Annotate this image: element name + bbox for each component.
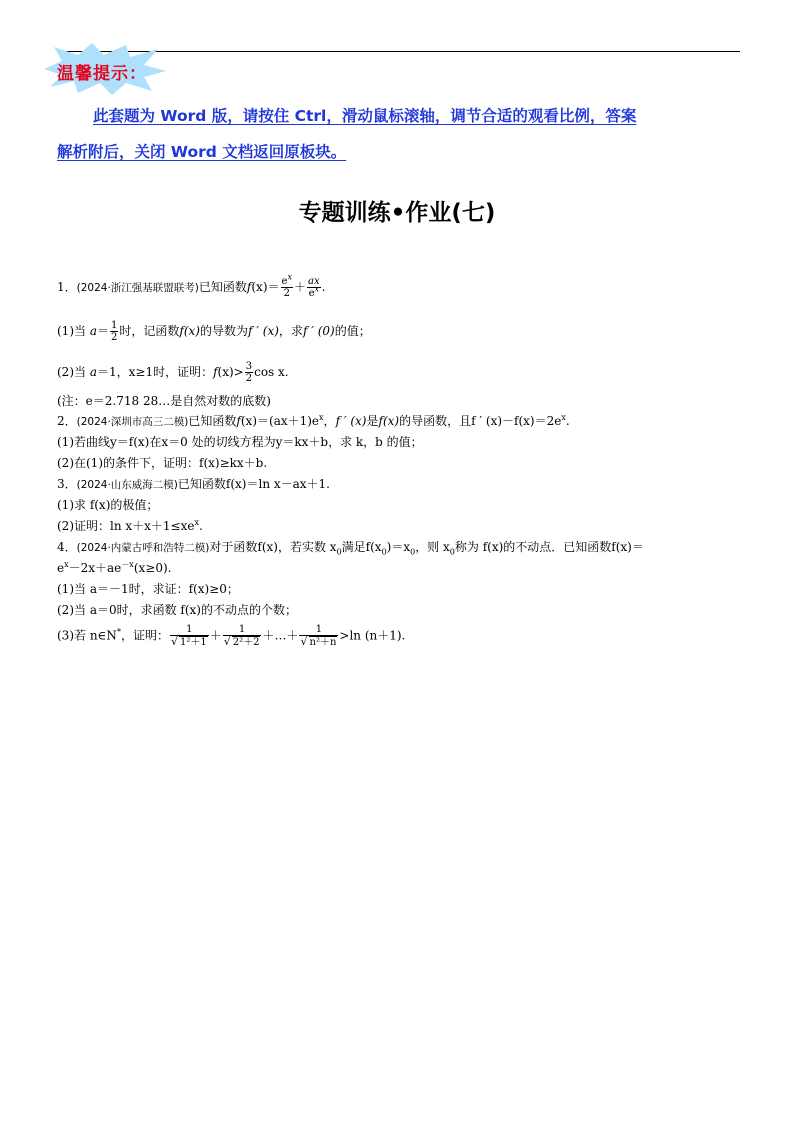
tip-paragraph	[57, 98, 741, 170]
fraction: $\frac{ax}{e^x}$	[307, 276, 320, 299]
problem-4-stem-line-1: 4．(2024·内蒙古呼和浩特二模)对于函数f(x)，若实数 $x_0$满足$f(x_0)=x_0$，则 $x_0$称为 f(x)的不动点．已知函数f(x)＝	[57, 540, 644, 557]
problem-3-stem: 3．(2024·山东威海二模)已知函数f(x)＝ln x－ax＋1.	[57, 477, 330, 491]
fraction: $\frac{3}{2}$	[245, 361, 253, 384]
problem-1-note: (注：e＝2.718 28…是自然对数的底数)	[57, 394, 271, 408]
problem-1-part-1: (1)当 a＝ $\frac{1}{2}$ 时，记函数f(x)的导数为f ′ (x)，求f ′ (0)的值；	[57, 320, 371, 343]
tip-line-1: 此套题为 Word 版，请按住 Ctrl，滑动鼠标滚轴，调节合适的观看比例，答案	[93, 107, 637, 125]
problem-4-part-1: (1)当 a＝－1时，求证：f(x)≥0；	[57, 582, 239, 596]
problem-2-part-2: (2)在(1)的条件下，证明：f(x)≥kx＋b.	[57, 456, 268, 470]
fraction: $\frac{1}{\text{√ 1²＋1}}$	[170, 624, 207, 648]
problem-1-stem: 1．(2024·浙江强基联盟联考)已知函数f(x)＝ $\frac{e^x}{2}$ ＋ $\frac{ax}{e^x}$ .	[57, 272, 326, 299]
problem-4-part-2: (2)当 a＝0时，求函数 f(x)的不动点的个数；	[57, 603, 297, 617]
fraction: $\frac{1}{2}$	[111, 320, 118, 343]
fraction: $\frac{e^x}{2}$	[281, 272, 292, 299]
tip-line-2: 解析附后，关闭 Word 文档返回原板块。	[57, 143, 347, 161]
problem-4-part-3: (3)若 n∈N*，证明： $\frac{1}{\text{√ 1²＋1}}$ ＋ $\frac{1}{\text{√ 2²＋2}}$ ＋…＋ $\frac{1}{\text{√ n²＋n}}$ >ln (n＋1).	[57, 624, 406, 648]
problem-2-stem: 2．(2024·深圳市高三二模)已知函数$f(x)=(ax+1)e^x$，f ′ (x)是f(x)的导函数，且f ′ $(x)-f(x)=2e^x$.	[57, 413, 570, 428]
problem-3-part-2: (2)证明：$\ln x+x+1\le xe^x$.	[57, 518, 203, 533]
problem-2-part-1: (1)若曲线y＝f(x)在x＝0 处的切线方程为y＝kx＋b，求 k，b 的值；	[57, 435, 423, 449]
warm-tip-title: 温馨提示：	[57, 64, 147, 84]
problem-1-part-2: (2)当 a＝1，x≥1时，证明：f(x)> $\frac{3}{2}$ cos x.	[57, 361, 289, 384]
fraction: $\frac{1}{\text{√ 2²＋2}}$	[223, 624, 260, 648]
problem-3-part-1: (1)求 f(x)的极值；	[57, 498, 159, 512]
fraction: $\frac{1}{\text{√ n²＋n}}$	[300, 624, 337, 648]
problem-4-stem-line-2: $e^x-2x+ae^{-x}(x\ge 0)$.	[57, 560, 172, 575]
document-title: 专题训练•作业(七)	[298, 200, 496, 226]
